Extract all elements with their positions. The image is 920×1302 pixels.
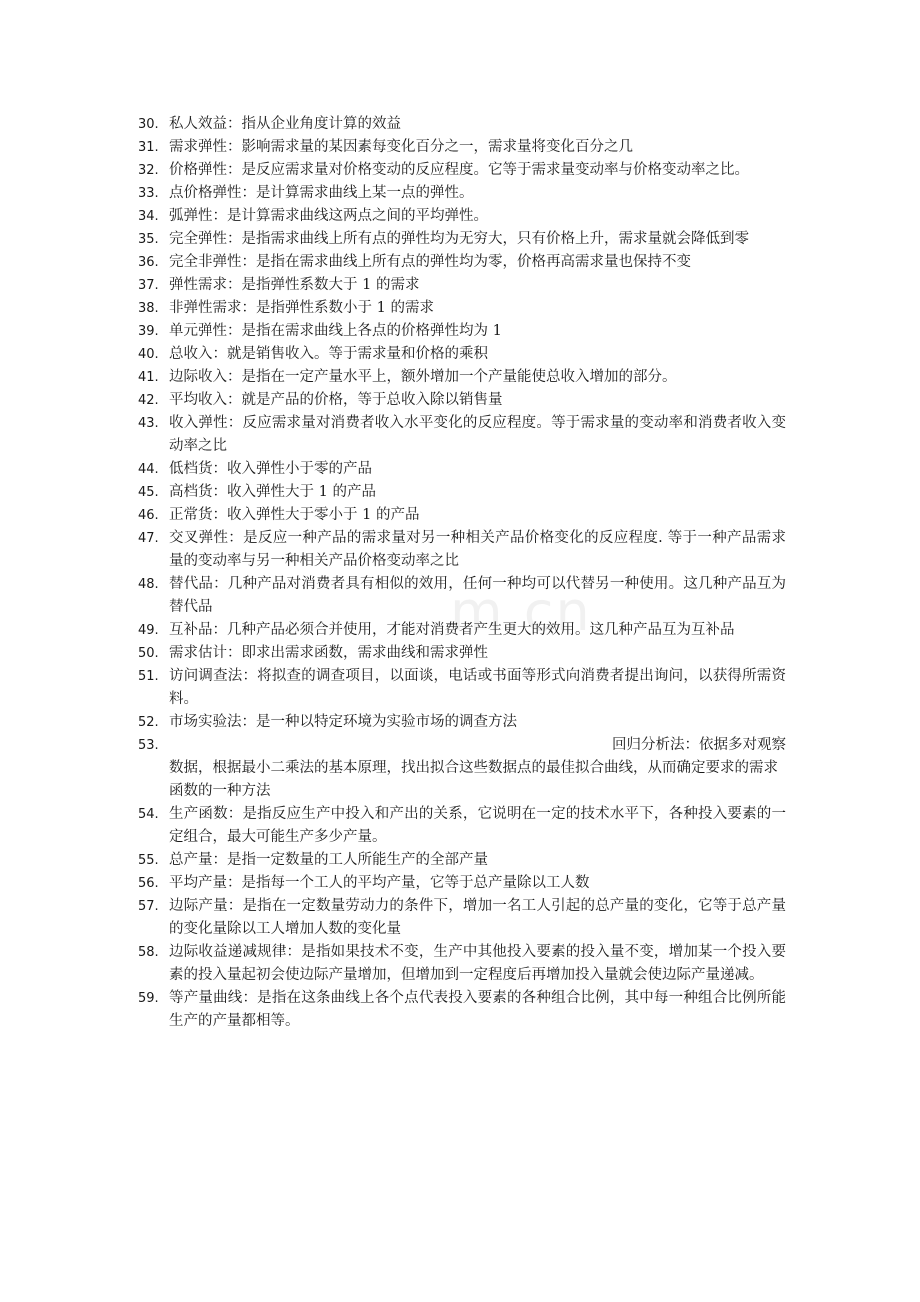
item-text: 单元弹性：是指在需求曲线上各点的价格弹性均为 1 xyxy=(169,323,502,339)
list-item xyxy=(138,159,786,182)
list-item xyxy=(138,113,786,136)
item-text: 非弹性需求：是指弹性系数小于 1 的需求 xyxy=(169,300,434,316)
list-item xyxy=(138,228,786,251)
item-number: 37. xyxy=(138,278,159,293)
item-number: 50. xyxy=(138,646,159,661)
list-item xyxy=(138,274,786,297)
item-number: 35. xyxy=(138,232,159,247)
list-item xyxy=(138,872,786,895)
item-text: 交叉弹性：是反应一种产品的需求量对另一种相关产品价格变化的反应程度. 等于一种产品需求量的变动率与另一种相关产品价格变动率之比 xyxy=(169,530,786,569)
item-text: 等产量曲线：是指在这条曲线上各个点代表投入要素的各种组合比例，其中每一种组合比例所能生产的产量都相等。 xyxy=(169,990,786,1029)
item-number: 58. xyxy=(138,945,159,960)
item-number: 32. xyxy=(138,163,159,178)
list-item xyxy=(138,458,786,481)
list-item xyxy=(138,366,786,389)
item-text: 正常货：收入弹性大于零小于 1 的产品 xyxy=(169,507,420,523)
item-number: 51. xyxy=(138,669,159,684)
item-text: 总收入：就是销售收入。等于需求量和价格的乘积 xyxy=(169,346,488,362)
item-number: 43. xyxy=(138,416,159,431)
list-item xyxy=(138,849,786,872)
item-number: 59. xyxy=(138,991,159,1006)
list-item xyxy=(138,504,786,527)
item-number: 42. xyxy=(138,393,159,408)
item-number: 48. xyxy=(138,577,159,592)
item-text: 私人效益：指从企业角度计算的效益 xyxy=(169,116,401,132)
item-number: 55. xyxy=(138,853,159,868)
item-number: 57. xyxy=(138,899,159,914)
item-text: 价格弹性：是反应需求量对价格变动的反应程度。它等于需求量变动率与价格变动率之比。 xyxy=(169,162,749,178)
item-number: 49. xyxy=(138,623,159,638)
item-number: 54. xyxy=(138,807,159,822)
item-number: 53. xyxy=(138,738,159,753)
item-text: 替代品：几种产品对消费者具有相似的效用，任何一种均可以代替另一种使用。这几种产品互为替代品 xyxy=(169,576,786,615)
item-text: 市场实验法：是一种以特定环境为实验市场的调查方法 xyxy=(169,714,517,730)
list-item xyxy=(138,665,786,711)
list-item xyxy=(138,619,786,642)
item-number: 36. xyxy=(138,255,159,270)
item-text: 需求弹性：影响需求量的某因素每变化百分之一，需求量将变化百分之几 xyxy=(169,139,633,155)
item-number: 30. xyxy=(138,117,159,132)
list-item xyxy=(138,642,786,665)
item-text: 访问调查法：将拟查的调查项目，以面谈，电话或书面等形式向消费者提出询问，以获得所需资料。 xyxy=(169,668,786,707)
item-number: 47. xyxy=(138,531,159,546)
list-item xyxy=(138,343,786,366)
list-item xyxy=(138,941,786,987)
list-item xyxy=(138,182,786,205)
item-text: 弹性需求：是指弹性系数大于 1 的需求 xyxy=(169,277,420,293)
list-item xyxy=(138,297,786,320)
item-number: 45. xyxy=(138,485,159,500)
watermark: m.cn xyxy=(450,580,592,643)
list-item xyxy=(138,711,786,734)
list-item xyxy=(138,136,786,159)
item-number: 38. xyxy=(138,301,159,316)
definition-list xyxy=(138,113,786,1033)
item-text-continuation: 数据，根据最小二乘法的基本原理，找出拟合这些数据点的最佳拟合曲线，从而确定要求的需求函数的一种方法 xyxy=(169,760,778,799)
item-text: 总产量：是指一定数量的工人所能生产的全部产量 xyxy=(169,852,488,868)
item-text: 需求估计：即求出需求函数，需求曲线和需求弹性 xyxy=(169,645,488,661)
item-number: 39. xyxy=(138,324,159,339)
list-item xyxy=(138,527,786,573)
list-item xyxy=(138,412,786,458)
item-text: 完全非弹性：是指在需求曲线上所有点的弹性均为零，价格再高需求量也保持不变 xyxy=(169,254,691,270)
item-text: 收入弹性：反应需求量对消费者收入水平变化的反应程度。等于需求量的变动率和消费者收入变动率之比 xyxy=(169,415,786,454)
list-item xyxy=(138,803,786,849)
item-text: 平均产量：是指每一个工人的平均产量，它等于总产量除以工人数 xyxy=(169,875,590,891)
item-text: 互补品：几种产品必须合并使用，才能对消费者产生更大的效用。这几种产品互为互补品 xyxy=(169,622,735,638)
item-text: 平均收入：就是产品的价格，等于总收入除以销售量 xyxy=(169,392,503,408)
item-number: 34. xyxy=(138,209,159,224)
item-text: 低档货：收入弹性小于零的产品 xyxy=(169,461,372,477)
item-text: 边际收益递减规律：是指如果技术不变，生产中其他投入要素的投入量不变，增加某一个投入要素的投入量起初会使边际产量增加，但增加到一定程度后再增加投入量就会使边际产量递减。 xyxy=(169,944,786,983)
item-text: 完全弹性：是指需求曲线上所有点的弹性均为无穷大，只有价格上升，需求量就会降低到零 xyxy=(169,231,749,247)
list-item xyxy=(138,251,786,274)
item-number: 31. xyxy=(138,140,159,155)
item-text: 回归分析法：依据多对观察 xyxy=(612,737,786,753)
item-text: 生产函数：是指反应生产中投入和产出的关系，它说明在一定的技术水平下，各种投入要素的一定组合，最大可能生产多少产量。 xyxy=(169,806,786,845)
list-item xyxy=(138,205,786,228)
list-item xyxy=(138,389,786,412)
item-text: 高档货：收入弹性大于 1 的产品 xyxy=(169,484,376,500)
item-number: 41. xyxy=(138,370,159,385)
item-number: 56. xyxy=(138,876,159,891)
item-text: 点价格弹性：是计算需求曲线上某一点的弹性。 xyxy=(169,185,474,201)
item-number: 40. xyxy=(138,347,159,362)
item-number: 46. xyxy=(138,508,159,523)
list-item xyxy=(138,987,786,1033)
item-text: 弧弹性：是计算需求曲线这两点之间的平均弹性。 xyxy=(169,208,488,224)
item-text: 边际产量：是指在一定数量劳动力的条件下，增加一名工人引起的总产量的变化，它等于总产量的变化量除以工人增加人数的变化量 xyxy=(169,898,786,937)
list-item xyxy=(138,573,786,619)
item-number: 33. xyxy=(138,186,159,201)
list-item xyxy=(138,320,786,343)
list-item xyxy=(138,481,786,504)
item-number: 44. xyxy=(138,462,159,477)
list-item xyxy=(138,895,786,941)
item-number: 52. xyxy=(138,715,159,730)
list-item xyxy=(138,734,786,803)
item-text: 边际收入：是指在一定产量水平上，额外增加一个产量能使总收入增加的部分。 xyxy=(169,369,677,385)
